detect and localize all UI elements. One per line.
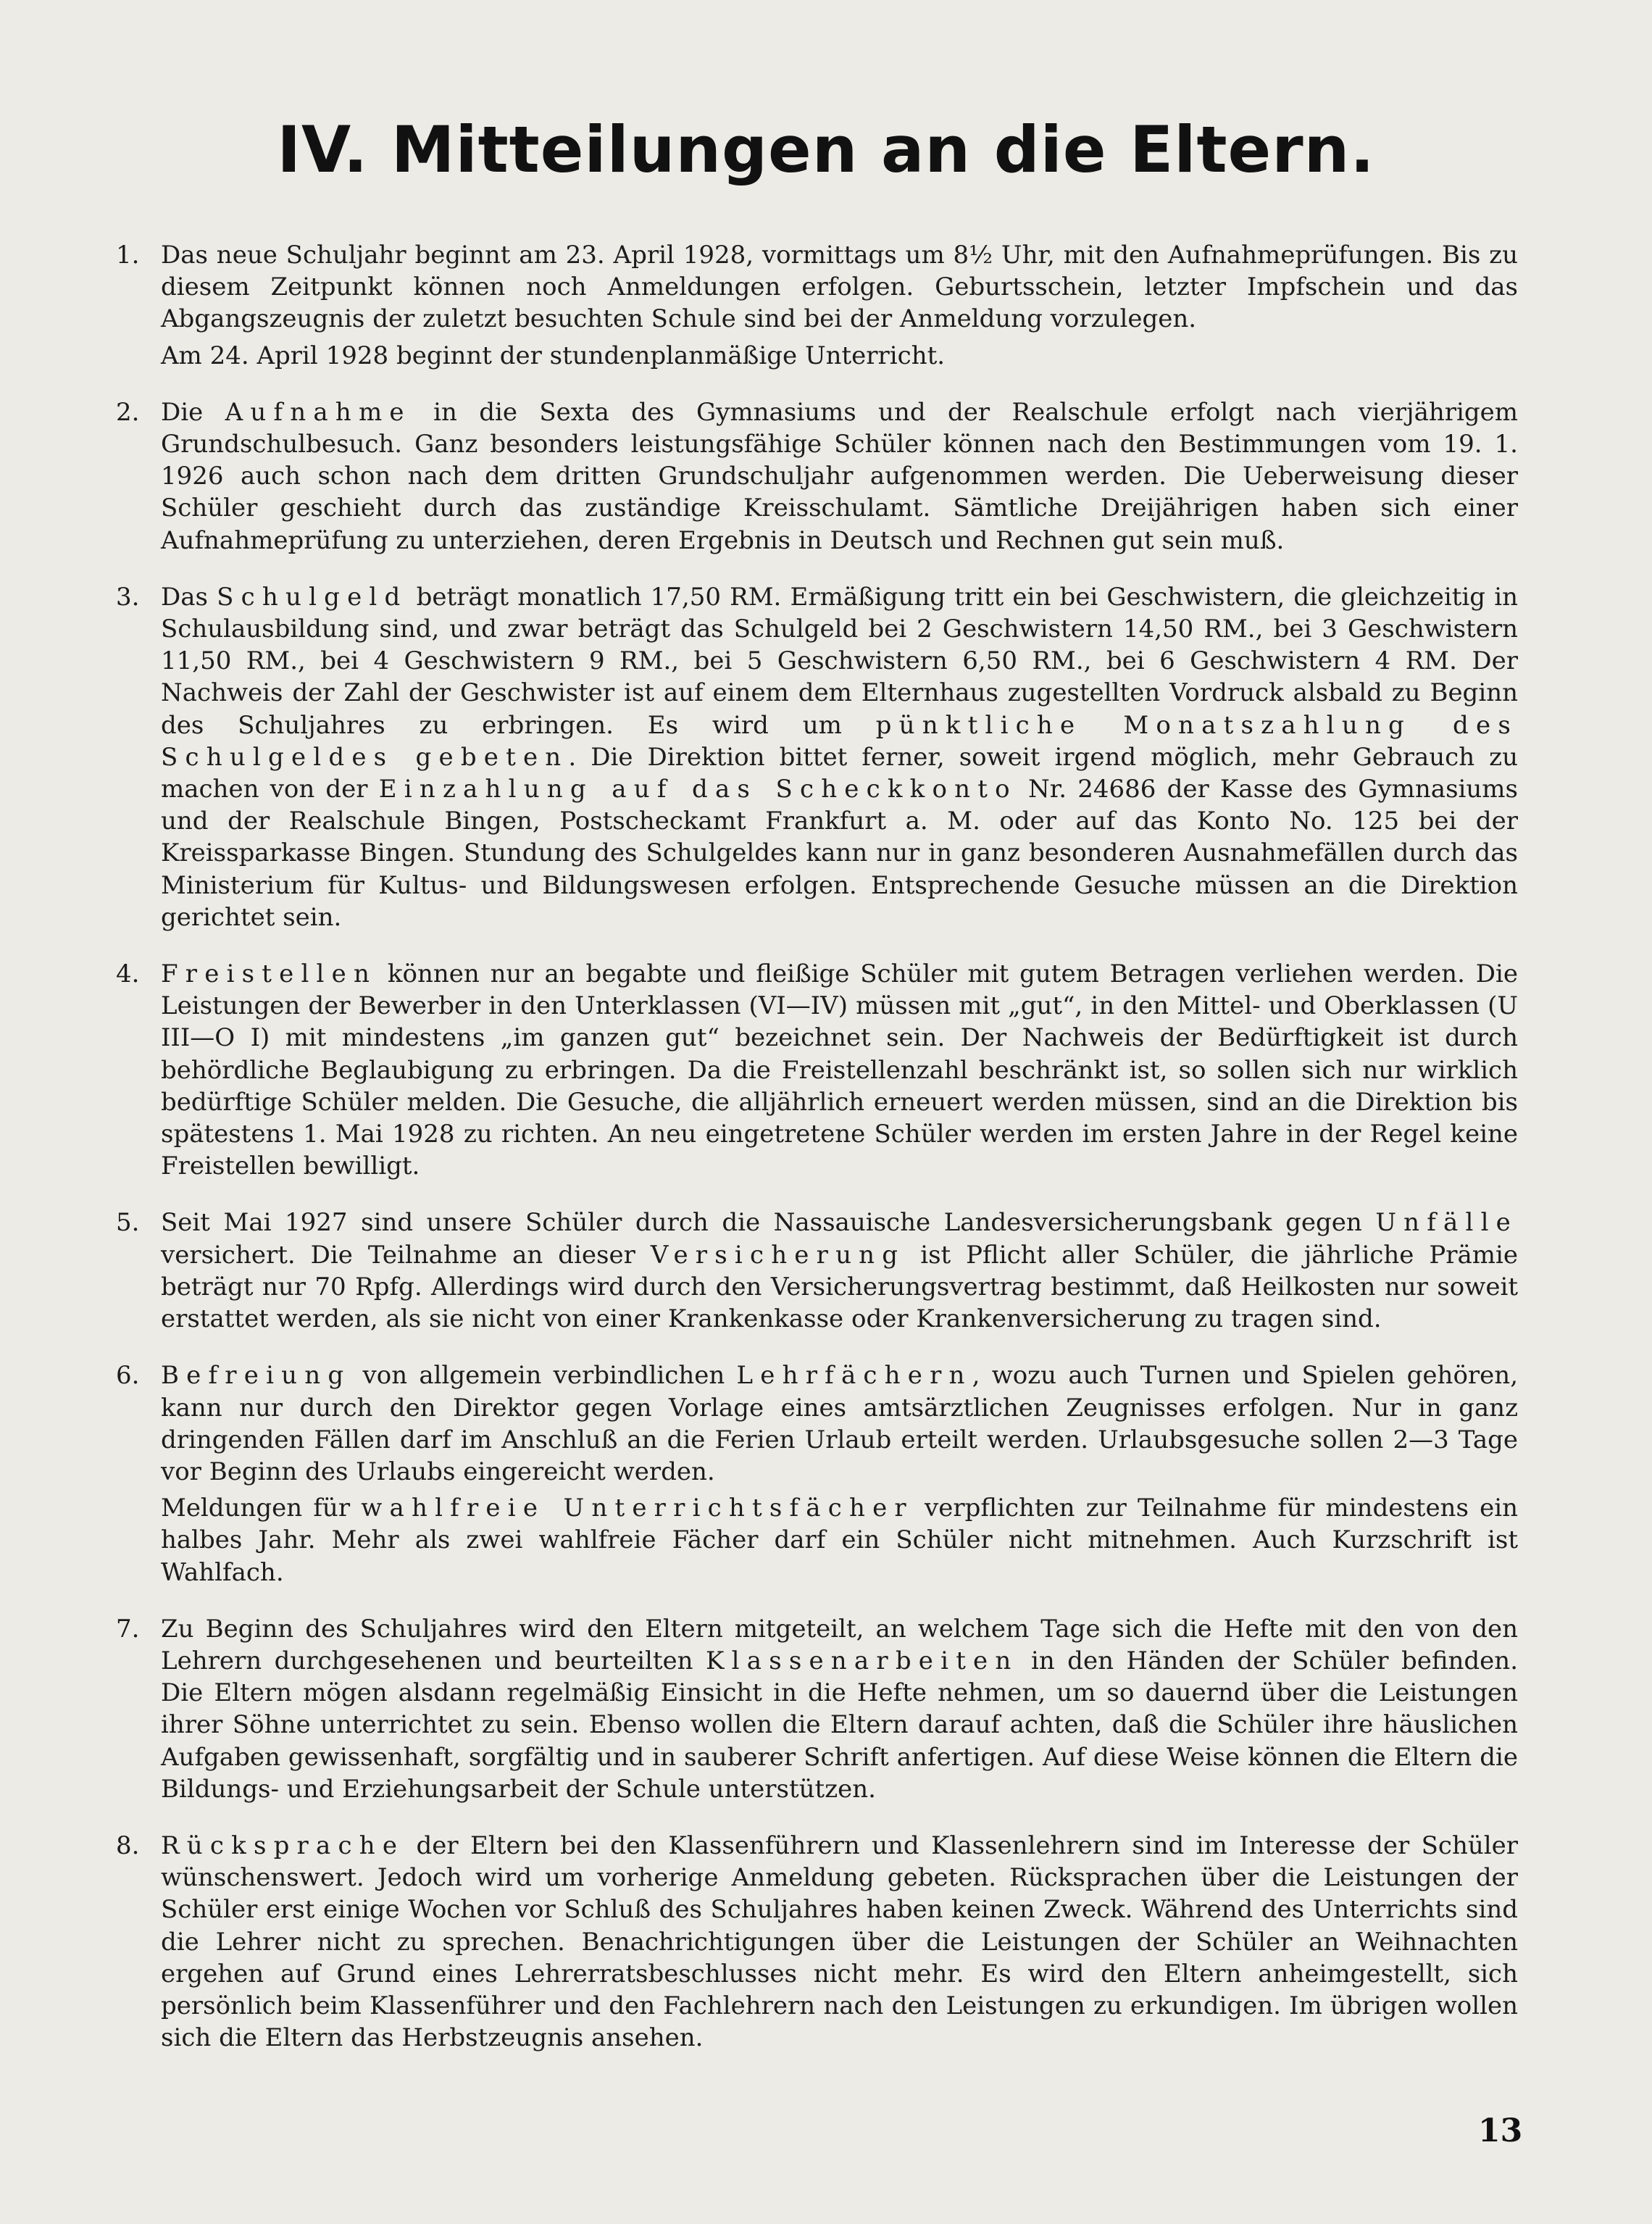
text-run: , wozu auch Turnen und Spielen gehören, kann nur durch den Direktor gegen Vorlage eines amtsärztlichen Zeugnisses erfolgen. Nur in ganz dringenden Fällen darf im Anschluß an die Ferien Urlaub erteilt werden. Urlaubsgesuche sollen 2—3 Tage vor Beginn des Urlaubs eingereicht werden.	[161, 1361, 1518, 1486]
text-run: Das neue Schuljahr beginnt am 23. April 1928, vormittags um 8½ Uhr, mit den Aufnahmeprüfungen. Bis zu diesem Zeitpunkt können noch Anmeldungen erfolgen. Geburtsschein, letzter Impfschein und das Abgangszeugnis der zuletzt besuchten Schule sind bei der Anmeldung vorzulegen.	[161, 241, 1518, 334]
spaced-emphasis: pünktliche Monatszahlung des Schulgeldes gebeten	[161, 710, 1518, 772]
notice-paragraph	[161, 958, 1518, 1182]
spaced-emphasis: Rücksprache	[161, 1831, 405, 1860]
page-title: IV. Mitteilungen an die Eltern.	[277, 112, 1375, 187]
notice-item	[116, 396, 1518, 557]
text-run: Meldungen für	[161, 1494, 362, 1523]
notice-number: 2.	[116, 397, 140, 427]
notice-paragraph	[161, 396, 1518, 557]
text-run: ist Pflicht aller Schüler, die jährliche Prämie beträgt nur 70 Rpfg. Allerdings wird durch den Versicherungsvertrag bestimmt, daß Heilkosten nur soweit erstattet werden, als sie nicht von einer Krankenkasse oder Krankenversicherung zu tragen sind.	[161, 1240, 1518, 1334]
notice-item	[116, 581, 1518, 933]
notice-paragraph	[161, 340, 1518, 372]
text-run: Nr. 24686 der Kasse des Gymnasiums und der Realschule Bingen, Postscheckamt Frankfurt a. M. oder auf das Konto No. 125 bei der Kreissparkasse Bingen. Stundung des Schulgeldes kann nur in ganz besonderen Ausnahmefällen durch das Ministerium für Kultus- und Bildungswesen erfolgen. Entsprechende Gesuche müssen an die Direktion gerichtet sein.	[161, 775, 1518, 932]
text-run: verpflichten zur Teilnahme für mindestens ein halbes Jahr. Mehr als zwei wahlfreie Fächer darf ein Schüler nicht mitnehmen. Auch Kurzschrift ist Wahlfach.	[161, 1494, 1518, 1587]
notice-paragraph	[161, 1207, 1518, 1335]
spaced-emphasis: Freistellen	[161, 959, 377, 989]
text-run: können nur an begabte und fleißige Schüler mit gutem Betragen verliehen werden. Die Leistungen der Bewerber in den Unterklassen (VI—IV) müssen mit „gut“, in den Mittel- und Oberklassen (U III—O I) mit mindestens „im ganzen gut“ bezeichnet sein. Der Nachweis der Bedürftigkeit ist durch behördliche Beglaubigung zu erbringen. Da die Freistellenzahl beschränkt ist, so sollen sich nur wirklich bedürftige Schüler melden. Die Gesuche, die alljährlich erneuert werden müssen, sind an die Direktion bis spätestens 1. Mai 1928 zu richten. An neu eingetretene Schüler werden im ersten Jahre in der Regel keine Freistellen bewilligt.	[161, 959, 1518, 1181]
notice-paragraph	[161, 1359, 1518, 1488]
text-run: Seit Mai 1927 sind unsere Schüler durch die Nassauische Landesversicherungsbank gegen	[161, 1208, 1376, 1238]
text-run: von allgemein verbindlichen	[351, 1361, 737, 1391]
spaced-emphasis: Aufnahme	[225, 397, 412, 427]
notice-item	[116, 958, 1518, 1182]
text-run: Zu Beginn des Schuljahres wird den Eltern mitgeteilt, an welchem Tage sich die Hefte mit den von den Lehrern durchgesehenen und beurteilten	[161, 1614, 1518, 1675]
spaced-emphasis: Einzahlung auf das Scheckkonto	[378, 775, 1017, 804]
notice-number: 5.	[116, 1208, 140, 1238]
notice-item	[116, 1613, 1518, 1805]
notice-number: 4.	[116, 959, 140, 989]
spaced-emphasis: Befreiung	[161, 1361, 351, 1391]
spaced-emphasis: wahlfreie Unterrichtsfächer	[361, 1494, 914, 1523]
notice-paragraph	[161, 581, 1518, 933]
notice-number: 3.	[116, 582, 140, 612]
spaced-emphasis: Unfälle	[1375, 1208, 1518, 1238]
spaced-emphasis: Lehrfächern	[736, 1361, 972, 1391]
notice-item	[116, 1359, 1518, 1588]
spaced-emphasis: Schulgeld	[217, 582, 408, 612]
notice-item	[116, 1830, 1518, 2054]
text-run: . Die Direktion bittet ferner, soweit irgend möglich, mehr Gebrauch zu machen von der	[161, 742, 1518, 804]
text-run: in den Händen der Schüler befinden. Die Eltern mögen alsdann regelmäßig Einsicht in die Hefte nehmen, um so dauernd über die Leistungen ihrer Söhne unterrichtet zu sein. Ebenso wollen die Eltern darauf achten, daß die Schüler ihre häuslichen Aufgaben gewissenhaft, sorgfältig und in sauberer Schrift anfertigen. Auf diese Weise können die Eltern die Bildungs- und Erziehungsarbeit der Schule unterstützen.	[161, 1646, 1519, 1804]
text-run: versichert. Die Teilnahme an dieser	[161, 1240, 651, 1270]
text-run: in die Sexta des Gymnasiums und der Realschule erfolgt nach vierjährigem Grundschulbesuch. Ganz besonders leistungsfähige Schüler können nach den Bestimmungen vom 19. 1. 1926 auch schon nach dem dritten Grundschuljahr aufgenommen werden. Die Ueberweisung dieser Schüler geschieht durch das zuständige Kreisschulamt. Sämtliche Dreijährigen haben sich einer Aufnahmeprüfung zu unterziehen, deren Ergebnis in Deutsch und Rechnen gut sein muß.	[161, 397, 1519, 555]
notice-paragraph	[161, 1830, 1518, 2054]
notice-paragraph	[161, 239, 1518, 336]
page-number: 13	[1478, 2112, 1523, 2149]
text-run: beträgt monatlich 17,50 RM. Ermäßigung tritt ein bei Geschwistern, die gleichzeitig in Schulausbildung sind, und zwar beträgt das Schulgeld bei 2 Geschwistern 14,50 RM., bei 3 Geschwistern 11,50 RM., bei 4 Geschwistern 9 RM., bei 5 Geschwistern 6,50 RM., bei 6 Geschwistern 4 RM. Der Nachweis der Zahl der Geschwister ist auf einem dem Elternhaus zugestellten Vordruck alsbald zu Beginn des Schuljahres zu erbringen. Es wird um	[161, 582, 1518, 740]
notice-paragraph	[161, 1613, 1518, 1805]
notice-number: 1.	[116, 241, 140, 270]
notice-number: 8.	[116, 1831, 140, 1860]
spaced-emphasis: Versicherung	[650, 1240, 906, 1270]
notice-paragraph	[161, 1492, 1518, 1588]
spaced-emphasis: Klassenarbeiten	[706, 1646, 1019, 1675]
text-run: Die	[161, 397, 225, 427]
notice-number: 7.	[116, 1614, 140, 1644]
text-run: der Eltern bei den Klassenführern und Klassenlehrern sind im Interesse der Schüler wünschenswert. Jedoch wird um vorherige Anmeldung gebeten. Rücksprachen über die Leistungen der Schüler erst einige Wochen vor Schluß des Schuljahres haben keinen Zweck. Während des Unterrichts sind die Lehrer nicht zu sprechen. Benachrichtigungen über die Leistungen der Schüler an Weihnachten ergehen auf Grund eines Lehrerratsbeschlusses nicht mehr. Es wird den Eltern anheimgestellt, sich persönlich beim Klassenführer und den Fachlehrern nach den Leistungen zu erkundigen. Im übrigen wollen sich die Eltern das Herbstzeugnis ansehen.	[161, 1831, 1518, 2053]
notice-item	[116, 1207, 1518, 1335]
text-run: Das	[161, 582, 217, 612]
notice-list	[116, 239, 1518, 2078]
text-run: Am 24. April 1928 beginnt der stundenplanmäßige Unterricht.	[161, 341, 946, 370]
notice-number: 6.	[116, 1361, 140, 1391]
notice-item	[116, 239, 1518, 372]
